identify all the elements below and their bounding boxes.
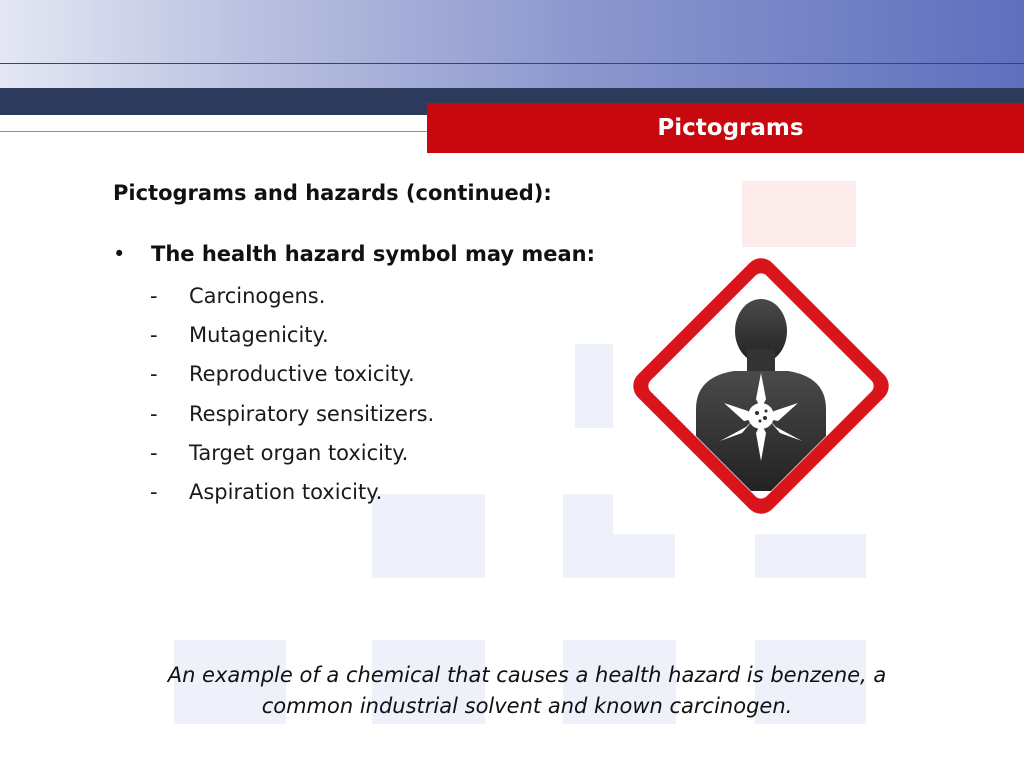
dash-marker: -: [150, 323, 158, 348]
list-item: - Aspiration toxicity.: [150, 479, 383, 504]
decor-tile: [755, 534, 866, 578]
ghs-health-hazard-icon: [628, 253, 894, 519]
title-banner: [427, 103, 1024, 153]
dash-marker: -: [150, 479, 158, 504]
page-title: Pictograms: [657, 115, 804, 141]
dash-marker: -: [150, 284, 158, 308]
list-item: - Carcinogens.: [150, 284, 326, 308]
decor-tile: [613, 534, 675, 578]
header-thin-line: [0, 131, 430, 132]
bullet-marker: •: [113, 242, 126, 266]
header-divider-line: [0, 63, 1024, 64]
list-item: - Mutagenicity.: [150, 323, 329, 348]
header-gradient-band: [0, 0, 1024, 88]
decor-tile: [563, 494, 613, 578]
dash-marker: -: [150, 401, 158, 426]
list-item: - Target organ toxicity.: [150, 440, 409, 465]
dash-marker: -: [150, 362, 158, 387]
decor-tile: [742, 181, 856, 247]
list-item: - Reproductive toxicity.: [150, 362, 415, 387]
dash-marker: -: [150, 440, 158, 465]
bullet-text: The health hazard symbol may mean:: [151, 242, 595, 266]
hazard-list: [150, 282, 434, 517]
list-item: - Respiratory sensitizers.: [150, 401, 435, 426]
bullet-heading: [113, 242, 595, 266]
slide-subtitle: Pictograms and hazards (continued):: [113, 181, 552, 205]
decor-tile: [575, 344, 613, 428]
example-caption: An example of a chemical that causes a health hazard is benzene, a common industrial solvent and known carcinogen.: [167, 663, 887, 718]
